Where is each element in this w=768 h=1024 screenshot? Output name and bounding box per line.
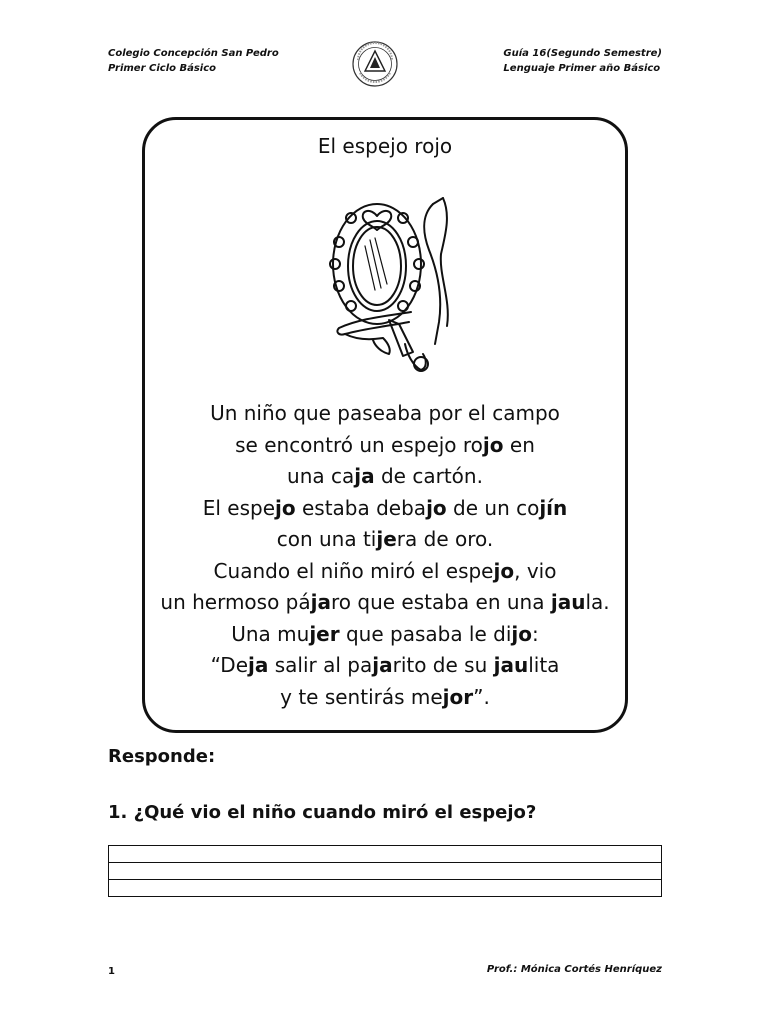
highlighted-syllable: jau [550,590,586,614]
highlighted-syllable: jer [309,621,340,646]
story-text-segment: ”. [473,684,490,709]
story-text-segment: Una mu [231,621,310,646]
story-title: El espejo rojo [317,134,453,158]
highlighted-syllable: ja [354,464,375,488]
story-text-segment: una ca [287,464,355,488]
highlighted-syllable: jo [482,432,504,457]
story-text-segment: , vio [514,558,557,583]
header-guide-info [503,46,662,76]
answer-line[interactable] [109,863,661,880]
story-text-segment: salir al pa [268,653,373,677]
page-number: 1 [108,966,115,977]
highlighted-syllable: ja [310,590,331,614]
story-text-segment: estaba deba [295,495,427,520]
hand-mirror-illustration [317,194,463,376]
story-line [145,587,625,619]
exercise-heading: Responde: [108,746,216,767]
story-box [142,117,628,733]
story-text-segment: un hermoso pá [160,590,311,614]
header-school-info [108,46,279,76]
story-line [145,619,625,651]
answer-lines[interactable] [108,845,662,897]
highlighted-syllable: jo [511,621,533,646]
story-line [145,650,625,682]
story-text-segment: lita [528,653,560,677]
highlighted-syllable: jo [426,495,447,520]
story-text-segment: que pasaba le di [339,621,512,646]
answer-line[interactable] [109,880,661,896]
story-line [145,493,625,525]
highlighted-syllable: jau [493,653,529,677]
story-text-segment: : [532,621,539,646]
highlighted-syllable: jo [493,558,515,583]
story-text-segment: “De [210,653,249,677]
answer-line[interactable] [109,846,661,863]
story-line [145,682,625,714]
story-line [145,556,625,588]
school-seal-icon [351,40,399,88]
guide-subject: Lenguaje Primer año Básico [503,63,661,74]
teacher-name: Prof.: Mónica Cortés Henríquez [486,964,662,975]
story-line [145,524,625,556]
story-text-segment: ro que estaba en una [331,590,551,614]
story-line [145,398,625,430]
question-1: 1. ¿Qué vio el niño cuando miró el espejo? [108,802,537,823]
highlighted-syllable: jor [442,684,474,709]
story-line [145,430,625,462]
story-line [145,461,625,493]
guide-number: Guía 16(Segundo Semestre) [503,48,662,59]
story-text-segment: con una ti [276,527,377,551]
story-text-segment: de un co [446,495,540,520]
highlighted-syllable: ja [248,653,269,677]
story-text-segment: de cartón. [374,464,483,488]
story-text-segment: Un niño que paseaba por el campo [210,401,560,425]
story-text-segment: se encontró un espejo ro [235,432,483,457]
highlighted-syllable: jo [275,495,296,520]
story-text-segment: Cuando el niño miró el espe [213,558,494,583]
highlighted-syllable: ja [372,653,393,677]
story-text-segment: rito de su [392,653,494,677]
story-text-segment: la. [585,590,610,614]
school-cycle: Primer Ciclo Básico [108,63,217,74]
highlighted-syllable: je [376,527,397,551]
story-text [145,398,625,713]
story-text-segment: y te sentirás me [280,684,443,709]
story-text-segment: en [503,432,535,457]
school-name: Colegio Concepción San Pedro [108,48,279,59]
story-text-segment: ra de oro. [396,527,494,551]
highlighted-syllable: jín [539,495,568,520]
story-text-segment: El espe [202,495,275,520]
